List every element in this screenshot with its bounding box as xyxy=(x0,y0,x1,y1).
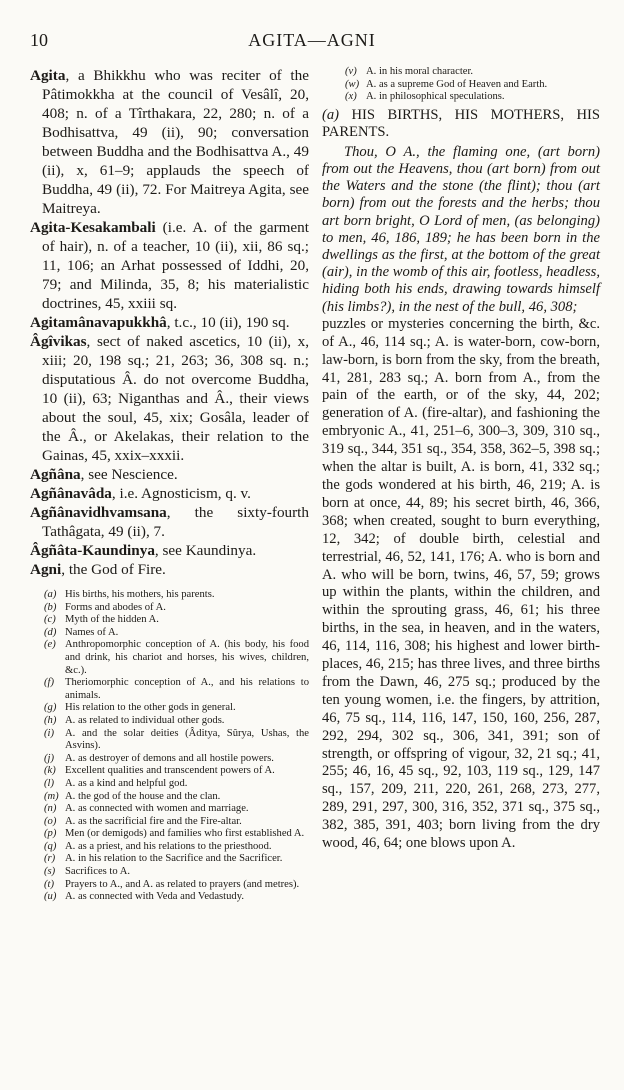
entry-text: , t.c., 10 (ii), 190 sq. xyxy=(166,314,290,331)
topic-text: A. the god of the house and the clan. xyxy=(65,790,221,802)
topic-item xyxy=(44,816,309,829)
topic-label: (h) xyxy=(44,714,57,726)
headword: Agñânavidhvamsana xyxy=(30,504,167,521)
topic-text: A. as connected with women and marriage. xyxy=(65,803,249,815)
topic-text: Forms and abodes of A. xyxy=(65,601,166,613)
topic-label: (x) xyxy=(345,91,357,103)
index-entry-agni xyxy=(30,560,309,579)
topic-item xyxy=(44,841,309,854)
topic-text: A. as a kind and helpful god. xyxy=(65,777,188,789)
topic-label: (p) xyxy=(44,828,57,840)
index-entry-agnana xyxy=(30,465,309,484)
topic-label: (w) xyxy=(345,78,360,90)
topic-label: (v) xyxy=(345,66,357,77)
topic-item xyxy=(44,715,309,728)
topic-text: A. as related to individual other gods. xyxy=(65,714,225,726)
left-column xyxy=(30,66,309,904)
right-column xyxy=(322,66,600,853)
topic-item xyxy=(44,891,309,904)
topic-item xyxy=(44,728,309,753)
topic-label: (k) xyxy=(44,765,56,777)
topic-label: (n) xyxy=(44,803,57,815)
topic-item xyxy=(44,589,309,602)
topic-item xyxy=(44,614,309,627)
topic-item xyxy=(44,828,309,841)
topic-label: (l) xyxy=(44,777,54,789)
headword: Âgñâta-Kaundinya xyxy=(30,542,155,559)
topic-item xyxy=(44,753,309,766)
topic-label: (b) xyxy=(44,601,57,613)
agni-topic-list-continued xyxy=(322,66,600,104)
index-entry-agita-kesakambali xyxy=(30,218,309,313)
headword: Agni xyxy=(30,561,62,578)
entry-text: , see Nescience. xyxy=(80,466,178,483)
topic-text: Anthropomorphic conception of A. (his body, his food and drink, his chariot and horses, his wives, children, &c.). xyxy=(65,639,309,676)
topic-label: (m) xyxy=(44,790,59,802)
topic-text: Theriomorphic conception of A., and his relations to animals. xyxy=(65,677,309,701)
headword: Âgîvikas xyxy=(30,333,87,350)
topic-label: (e) xyxy=(44,639,56,651)
section-label: (a) xyxy=(322,106,340,123)
topic-text: A. as a priest, and his relations to the priesthood. xyxy=(65,840,272,852)
topic-text: A. as destroyer of demons and all hostile powers. xyxy=(65,752,274,764)
topic-item xyxy=(44,879,309,892)
running-title: AGITA—AGNI xyxy=(248,30,376,50)
topic-item xyxy=(44,791,309,804)
topic-text: A. and the solar deities (Âditya, Sûrya, Ushas, the Asvins). xyxy=(65,727,309,752)
topic-text: Myth of the hidden A. xyxy=(65,614,159,626)
entry-text: (i.e. A. of the garment of hair), n. of a teacher, 10 (ii), xii, 86 sq.; 11, 106; an Arhat possessed of Iddhi, 20, 79; and Milinda, 35, 8; his materialistic doctrines, 45, xxiii sq. xyxy=(42,219,309,312)
topic-item xyxy=(44,677,309,702)
topic-text: Names of A. xyxy=(65,626,119,638)
topic-item xyxy=(44,778,309,791)
topic-text: A. in philosophical speculations. xyxy=(366,91,505,103)
section-body-text: puzzles or mysteries concerning the birth, &c. of A., 46, 114 sq.; A. is water-born, cow-born, law-born, is born from the sky, from the breath, 41, 281, 283 sq.; A. born from A., from the pain of the earth, or of the sky, 44, 202; generation of A. (fire-altar), and fashioning the embryonic A., 41, 251–6, 300–3, 309, 310 sq., 319 sq., 344, 351 sq., 354, 358, 362–5, 398 sq.; when the altar is built, A. is born, 41, 332 sq.; the gods wondered at his birth, 46, 219; A. is born at once, 44, 89; his secret birth, 46, 366, 368; when created, sought to burn everything, 12, 342; of double birth, celestial and terrestrial, 46, 52, 141, 176; A. who is born and A. who will be born, twins, 46, 57, 59; grows up within the plants, within the children, and within the sprouting grass, 46, 61; his three births, in the sea, in heaven, and in the waters, 46, 114, 116, 308; his highest and lower birth-places, 46, 215; has three lives, and three births from the Dawn, 46, 275 sq.; produced by the ten young women, i.e. the fingers, by attrition, 46, 75 sq., 114, 116, 147, 150, 160, 256, 287, 292, 294, 302 sq., 306, 341, 391; son of strength, or offspring of vigour, 32, 21 sq.; 41, 255; 46, 16, 45 sq., 92, 103, 119 sq., 129, 147 sq., 157, 209, 211, 220, 261, 268, 273, 277, 289, 291, 297, 300, 316, 352, 371 sq., 375 sq., 382, 385, 391, 403; born living from the dry wood, 46, 64; one blows upon A. xyxy=(322,315,600,852)
topic-label: (f) xyxy=(44,677,54,689)
entry-text: , the sixty-fourth Tathâgata, 49 (ii), 7. xyxy=(42,504,309,540)
index-entry-agnata-kaundinya xyxy=(30,541,309,560)
topic-text: A. in his relation to the Sacrifice and the Sacrificer. xyxy=(65,853,283,865)
headword: Agita-Kesakambali xyxy=(30,219,156,236)
topic-item xyxy=(44,866,309,879)
page-number: 10 xyxy=(30,30,48,50)
topic-text: His births, his mothers, his parents. xyxy=(65,589,215,600)
topic-item xyxy=(322,79,600,92)
topic-text: A. as connected with Veda and Vedastudy. xyxy=(65,891,244,903)
topic-label: (g) xyxy=(44,702,57,714)
entry-text: , a Bhikkhu who was reciter of the Pâtimokkha at the council of Vesâlî, 20, 408; n. of a Tîrthakara, 22, 280; n. of a Bodhisattva, 49 (ii), 90; conversation between Buddha and the Bodhisattva A., 49 (ii), x, 61–9; applauds the speech of Buddha, 49 (ii), 72. For Maitreya Agita, see Maitreya. xyxy=(42,67,309,217)
topic-label: (a) xyxy=(44,589,57,600)
headword: Agitamânavapukkhâ xyxy=(30,314,167,331)
topic-label: (s) xyxy=(44,866,56,878)
index-entry-agita xyxy=(30,66,309,218)
topic-item xyxy=(44,602,309,615)
topic-text: Men (or demigods) and families who first established A. xyxy=(65,828,305,840)
topic-label: (i) xyxy=(44,727,54,739)
index-entry-agitamanavapukkha xyxy=(30,313,309,332)
topic-text: Sacrifices to A. xyxy=(65,866,131,878)
topic-text: A. as a supreme God of Heaven and Earth. xyxy=(366,78,548,90)
section-heading xyxy=(322,107,600,142)
entry-text: , see Kaundinya. xyxy=(154,542,257,559)
entry-text: , sect of naked ascetics, 10 (ii), x, xiii; 20, 198 sq.; 21, 263; 36, 308 sq. n.; disputatious Â. do not overcome Buddha, 10 (ii), 63; Niganthas and Â., their views about the soul, 45, xix; Gosâla, leader of the Â., or Akelakas, their relation to the Gainas, 45, xxix–xxxii. xyxy=(42,333,309,464)
index-entry-agnanavidhvamsana xyxy=(30,503,309,541)
topic-text: Prayers to A., and A. as related to prayers (and metres). xyxy=(65,878,300,890)
topic-label: (c) xyxy=(44,614,56,626)
topic-item xyxy=(44,639,309,677)
index-entry-agivikas xyxy=(30,332,309,465)
section-title: HIS BIRTHS, HIS MOTHERS, HIS PARENTS. xyxy=(322,106,600,141)
topic-label: (q) xyxy=(44,840,57,852)
topic-label: (o) xyxy=(44,815,57,827)
agni-topic-list xyxy=(44,589,309,904)
topic-label: (t) xyxy=(44,878,54,890)
topic-label: (r) xyxy=(44,853,56,865)
entry-text: , the God of Fire. xyxy=(61,561,166,578)
topic-text: Excellent qualities and transcendent powers of A. xyxy=(65,765,275,777)
topic-label: (u) xyxy=(44,891,57,903)
rigveda-quotation: Thou, O A., the flaming one, (art born) from out the Heavens, thou (art born) from out the Waters and the stone (the flint); thou (art born) from out the forests and the herbs; thou art born bright, O Lord of men, (as belonging) to men, 46, 186, 189; he has been born in the dwellings as the first, at the bottom of the great (air), in the womb of this air, footless, headless, hiding both his ends, drawing towards himself (his limbs?), in the nest of the bull, 46, 308; xyxy=(322,143,600,315)
topic-item xyxy=(322,91,600,104)
topic-item xyxy=(44,853,309,866)
topic-item xyxy=(44,627,309,640)
headword: Agñânavâda xyxy=(30,485,112,502)
topic-item xyxy=(44,702,309,715)
entry-text: , i.e. Agnosticism, q. v. xyxy=(111,485,251,502)
topic-item xyxy=(322,66,600,79)
headword: Agita xyxy=(30,67,66,84)
index-entry-agnanavada xyxy=(30,484,309,503)
topic-item xyxy=(44,765,309,778)
headword: Agñâna xyxy=(30,466,81,483)
topic-label: (j) xyxy=(44,752,54,764)
topic-text: A. in his moral character. xyxy=(366,66,474,77)
topic-item xyxy=(44,803,309,816)
topic-label: (d) xyxy=(44,626,57,638)
topic-text: A. as the sacrificial fire and the Fire-altar. xyxy=(65,815,242,827)
topic-text: His relation to the other gods in general. xyxy=(65,702,236,714)
